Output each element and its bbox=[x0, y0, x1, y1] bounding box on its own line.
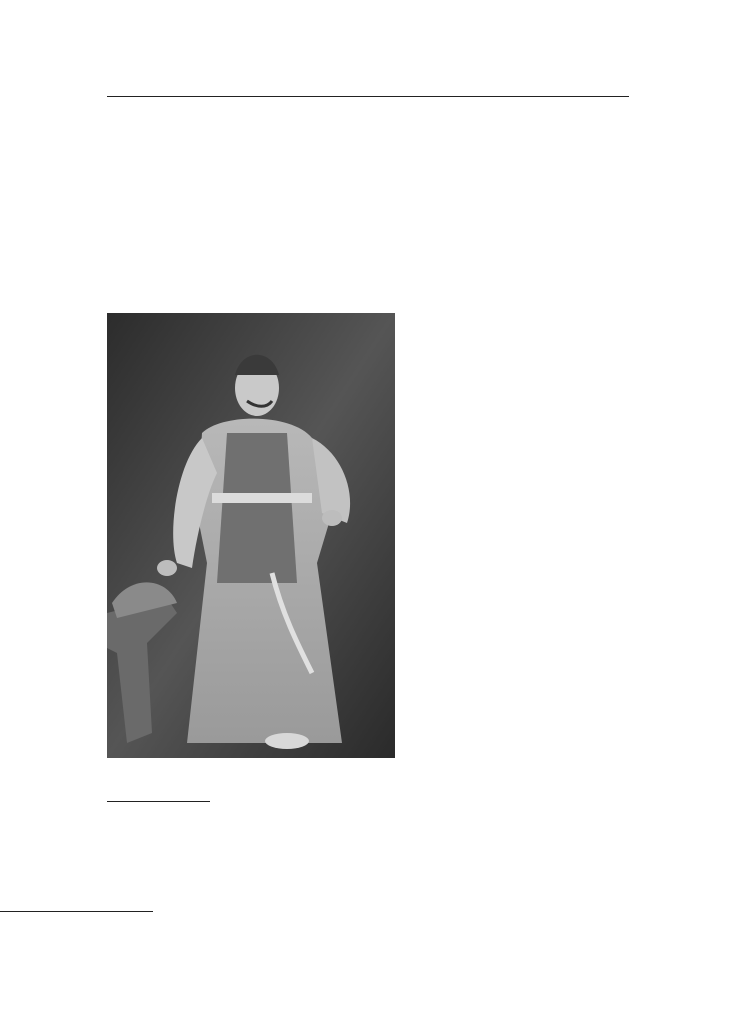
portrait-image bbox=[107, 313, 395, 758]
footnote-rule bbox=[107, 801, 210, 802]
portrait-figure bbox=[107, 313, 395, 758]
bottom-rule bbox=[0, 911, 153, 912]
header-rule bbox=[107, 96, 629, 97]
